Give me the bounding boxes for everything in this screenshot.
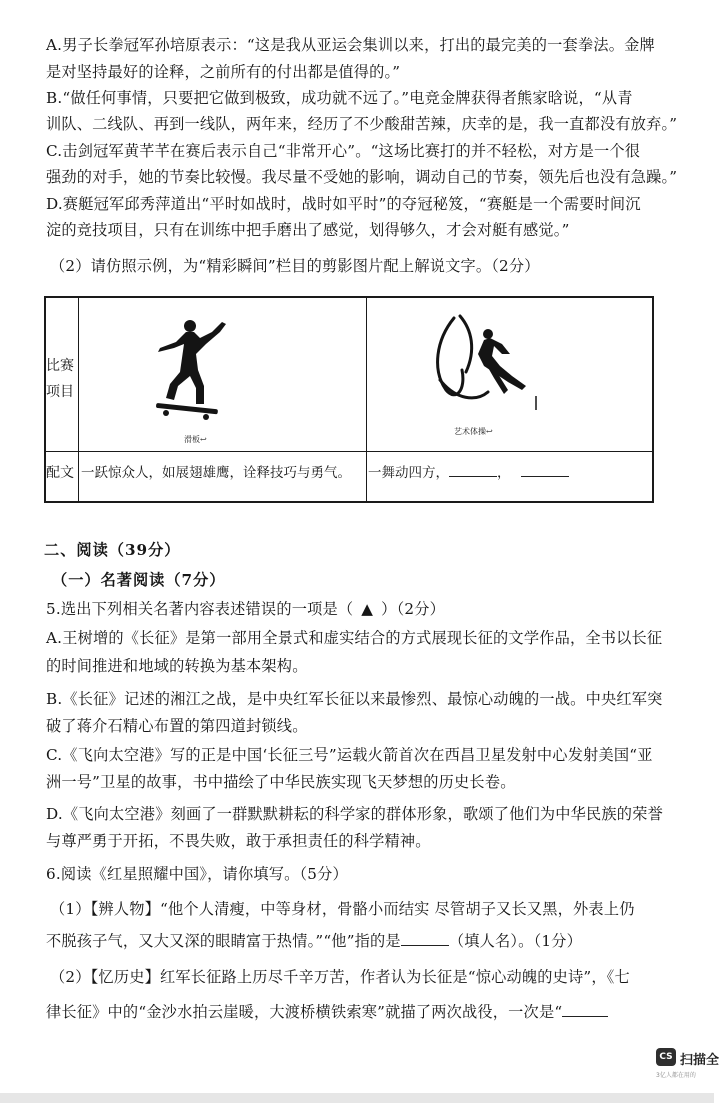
q5-option-d-line2: 与尊严勇于开拓，不畏失败，敢于承担责任的科学精神。: [46, 832, 431, 850]
q4-option-a-line2: 是对坚持最好的诠释，之前所有的付出都是值得的。”: [46, 63, 401, 81]
q6-stem: 6.阅读《红星照耀中国》，请你填写。（5分）: [46, 865, 348, 883]
q6-sub1-suffix: （填人名）。（1分）: [448, 932, 582, 950]
q4-option-b-line2: 训队、二线队、再到一线队，两年来，经历了不少酸甜苦辣，庆幸的是，我一直都没有放弃。”: [46, 115, 678, 133]
camscanner-logo-icon: CS: [656, 1048, 676, 1066]
q6-sub1-line1: （1）【辨人物】“他个人清瘦，中等身材，骨骼小而结实 尽管胡子又长又黑，外表上仍: [50, 900, 635, 918]
q6-sub1-text: 不脱孩子气，又大又深的眼睛富于热情。”“他”指的是: [46, 932, 401, 950]
answer-separator: ，: [497, 465, 511, 481]
subsection-heading-classics: （一）名著阅读（7分）: [52, 571, 226, 589]
skateboard-silhouette-image: [146, 314, 241, 424]
q5-option-a-line1: A.王树增的《长征》是第一部用全景式和虚实结合的方式展现长征的文学作品，全书以长征: [46, 629, 663, 647]
answer-prefix: 一舞动四方，: [368, 465, 449, 481]
table-divider-h: [46, 451, 652, 452]
q5-option-b-line2: 破了蒋介石精心布置的第四道封锁线。: [46, 717, 308, 735]
q4-option-b-line1: B.“做任何事情，只要把它做到极致，成功就不远了。”电竞金牌获得者熊家晗说，“从青: [46, 89, 633, 107]
row-header-event-line2: 项目: [46, 384, 74, 400]
answer-caption-row: [368, 461, 569, 485]
q5-answer-mark: ▲: [361, 600, 374, 618]
answer-blank-1[interactable]: [449, 464, 497, 477]
q4-option-c-line2: 强劲的对手，她的节奏比较慢。我尽量不受她的影响，调动自己的节奏，领先后也没有急躁。”: [46, 168, 678, 186]
row-header-caption: 配文: [46, 465, 74, 481]
caption-gymnastics: 艺术体操↩: [454, 427, 493, 436]
bottom-edge-bar: [0, 1093, 714, 1103]
q6-sub1-line2: [46, 931, 582, 951]
q6-sub2-text: 律长征》中的“金沙水拍云崖暖，大渡桥横铁索寒”就描了两次战役，一次是“: [46, 1003, 563, 1021]
q5-option-d-line1: D.《飞向太空港》刻画了一群默默耕耘的科学家的群体形象，歌颂了他们为中华民族的荣誉: [46, 805, 663, 823]
gymnastics-silhouette-image: [426, 310, 551, 420]
q4-option-d-line1: D.赛艇冠军邱秀萍道出“平时如战时，战时如平时”的夺冠秘笈，“赛艇是一个需要时间沉: [46, 195, 641, 213]
q6-name-blank[interactable]: [401, 933, 449, 946]
q4-option-a-line1: A.男子长拳冠军孙培原表示：“这是我从亚运会集训以来，打出的最完美的一套拳法。金牌: [46, 36, 655, 54]
q6-battle-blank[interactable]: [562, 1004, 608, 1017]
caption-table: [44, 296, 654, 503]
row-header-event-line1: 比赛: [46, 358, 74, 374]
q5-stem: [46, 599, 445, 619]
example-caption-text: 一跃惊众人，如展翅雄鹰，诠释技巧与勇气。: [81, 465, 351, 481]
q5-stem-suffix: ）（2分）: [381, 600, 445, 618]
q5-option-a-line2: 的时间推进和地域的转换为基本架构。: [46, 657, 308, 675]
q4-sub2-prompt: （2）请仿照示例，为“精彩瞬间”栏目的剪影图片配上解说文字。（2分）: [50, 257, 540, 275]
scanner-watermark-subtitle: 3亿人都在用的: [656, 1072, 696, 1079]
q6-sub2-line2: [46, 1002, 608, 1022]
row-header-event: [46, 353, 74, 405]
table-divider-v1: [78, 298, 79, 501]
q5-stem-prefix: 5.选出下列相关名著内容表述错误的一项是（: [46, 600, 354, 618]
q5-option-b-line1: B.《长征》记述的湘江之战，是中央红军长征以来最惨烈、最惊心动魄的一战。中央红军突: [46, 690, 663, 708]
table-divider-v2: [366, 298, 367, 501]
q5-option-c-line2: 洲一号”卫星的故事，书中描绘了中华民族实现飞天梦想的历史长卷。: [46, 773, 516, 791]
caption-skateboard: 滑板↩: [184, 435, 207, 444]
q4-option-d-line2: 淀的竞技项目，只有在训练中把手磨出了感觉，划得够久，才会对艇有感觉。”: [46, 221, 570, 239]
q6-sub2-line1: （2）【忆历史】红军长征路上历尽千辛万苦，作者认为长征是“惊心动魄的史诗”，《七: [50, 968, 630, 986]
q5-option-c-line1: C.《飞向太空港》写的正是中国‘长征三号”运载火箭首次在西昌卫星发射中心发射美国“亚: [46, 746, 653, 764]
section-heading-reading: 二、阅读（39分）: [44, 541, 181, 559]
q4-option-c-line1: C.击剑冠军黄芊芊在赛后表示自己“非常开心”。“这场比赛打的并不轻松，对方是一个很: [46, 142, 641, 160]
scanner-watermark-title: 扫描全: [680, 1053, 719, 1068]
answer-blank-2[interactable]: [521, 464, 569, 477]
